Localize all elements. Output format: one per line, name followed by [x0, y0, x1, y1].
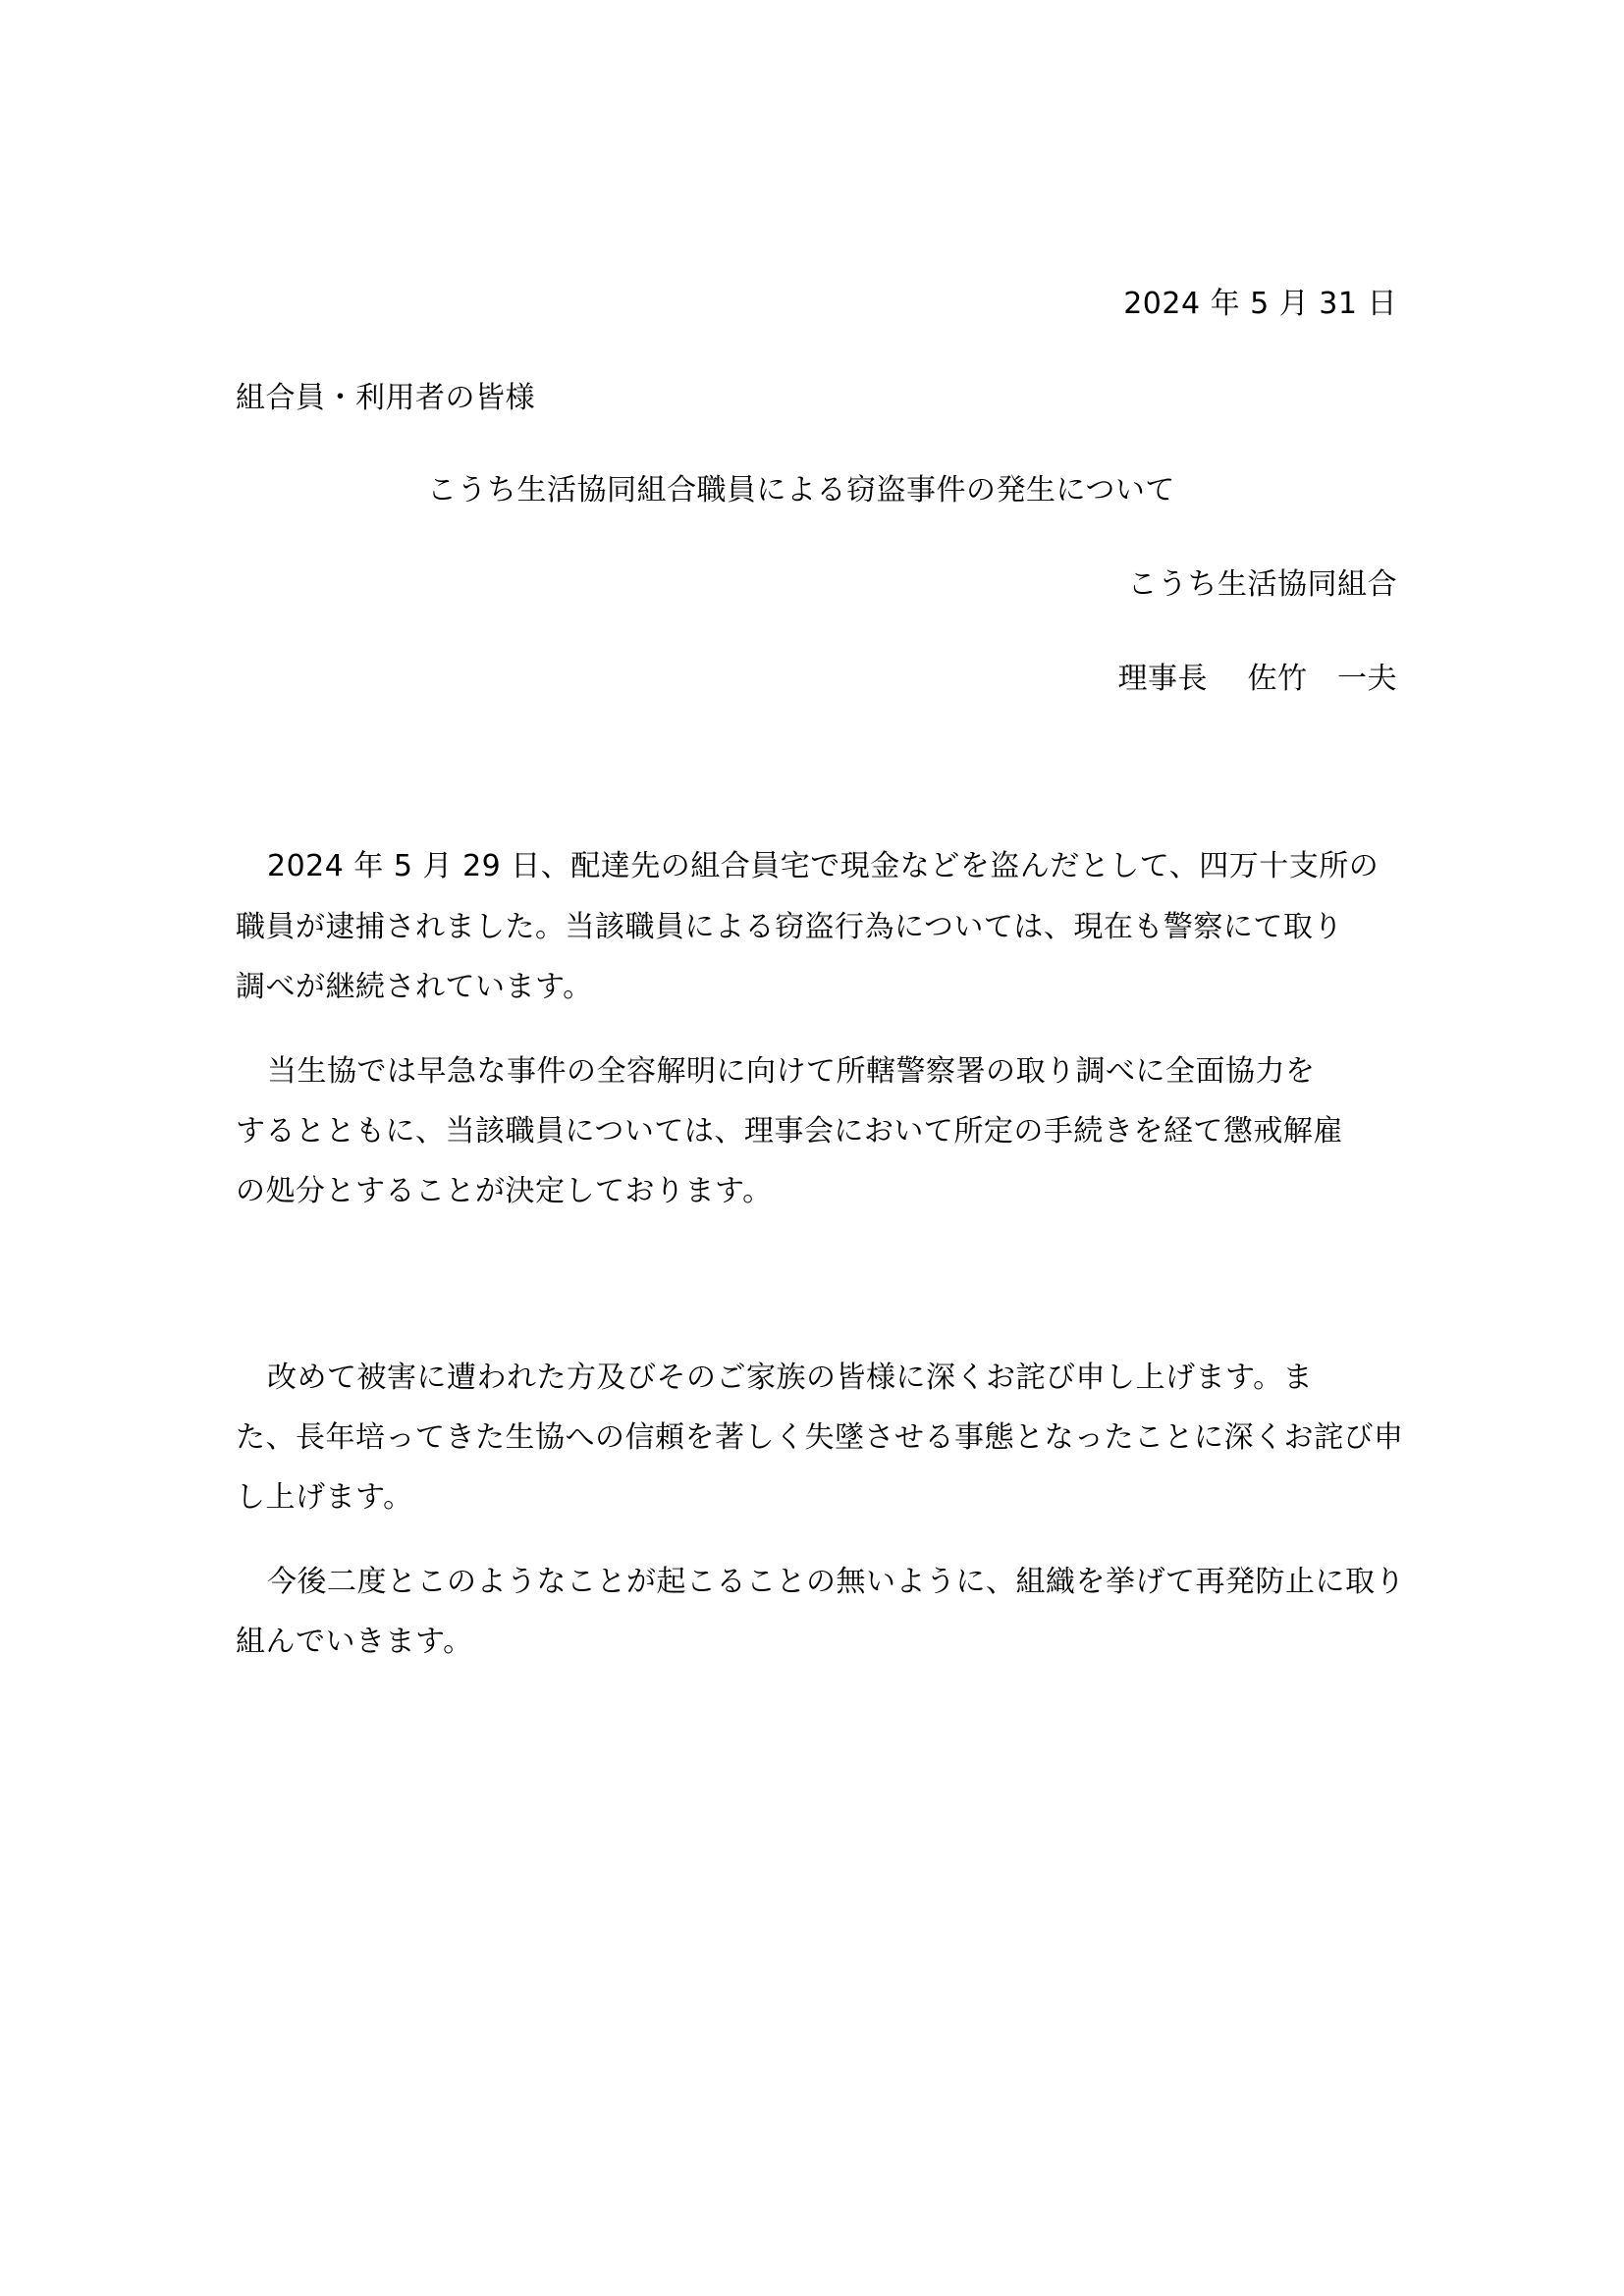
paragraph-4-line-2: 組んでいきます。 — [236, 1625, 473, 1659]
addressee: 組合員・利用者の皆様 — [236, 381, 535, 415]
paragraph-1-line-3: 調べが継続されています。 — [236, 970, 593, 1004]
paragraph-1-line-1: 2024 年 5 月 29 日、配達先の組合員宅で現金などを盗んだとして、四万十支所の — [267, 849, 1380, 883]
paragraph-3-line-3: し上げます。 — [236, 1480, 413, 1515]
paragraph-1-line-2: 職員が逮捕されました。当該職員による窃盗行為については、現在も警察にて取り — [236, 910, 1343, 944]
paragraph-2-line-1: 当生協では早急な事件の全容解明に向けて所轄警察署の取り調べに全面協力を — [267, 1054, 1316, 1089]
paragraph-2-line-3: の処分とすることが決定しております。 — [236, 1174, 773, 1208]
paragraph-4-line-1: 今後二度とこのようなことが起こることの無いように、組織を挙げて再発防止に取り — [267, 1565, 1405, 1599]
paragraph-2-line-2: するとともに、当該職員については、理事会において所定の手続きを経て懲戒解雇 — [236, 1114, 1343, 1148]
paragraph-3-line-1: 改めて被害に遭われた方及びそのご家族の皆様に深くお詫び申し上げます。ま — [267, 1361, 1314, 1395]
issuer-organization: こうち生活協同組合 — [1127, 567, 1397, 602]
document-title: こうち生活協同組合職員による窃盗事件の発生について — [427, 473, 1175, 507]
paragraph-3-line-2: た、長年培ってきた生協への信頼を著しく失墜させる事態となったことに深くお詫び申 — [236, 1420, 1404, 1455]
document-date: 2024 年 5 月 31 日 — [1123, 287, 1397, 321]
issuer-signatory: 理事長 佐竹 一夫 — [1117, 662, 1397, 696]
